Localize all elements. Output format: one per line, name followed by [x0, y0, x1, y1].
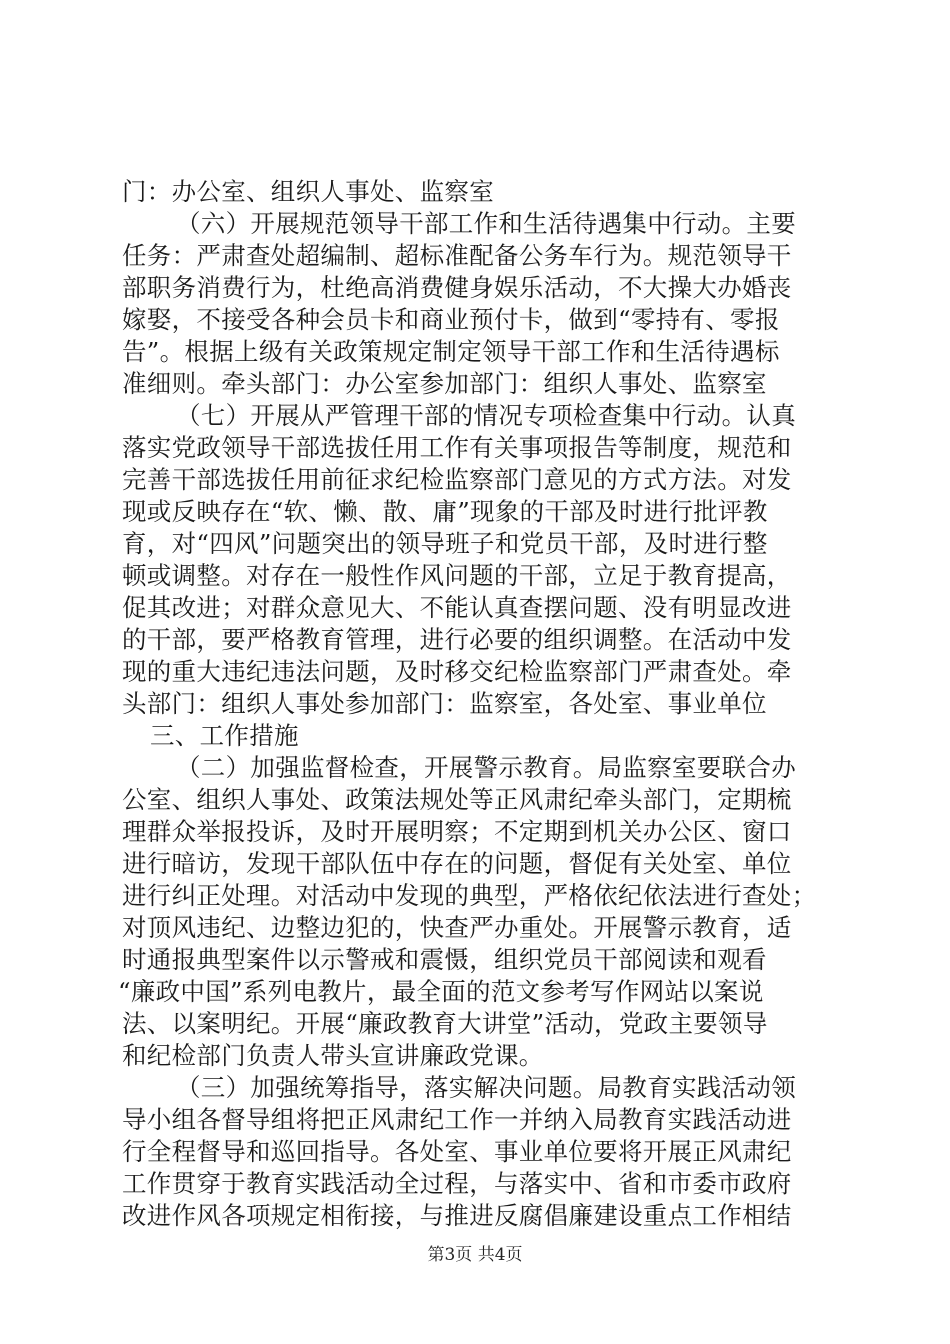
paragraph-start-line: （六）开展规范领导干部工作和生活待遇集中行动。主要: [176, 209, 796, 238]
body-text-line: 嫁娶，不接受各种会员卡和商业预付卡，做到“零持有、零报: [122, 305, 780, 334]
body-text-line: 门：办公室、组织人事处、监察室: [122, 177, 494, 206]
body-text-line: 头部门：组织人事处参加部门：监察室，各处室、事业单位: [122, 689, 767, 718]
body-text-line: 理群众举报投诉，及时开展明察；不定期到机关办公区、窗口: [122, 817, 792, 846]
page-number-footer: 第3页 共4页: [427, 1245, 523, 1265]
body-text-line: 完善干部选拔任用前征求纪检监察部门意见的方式方法。对发: [122, 465, 792, 494]
body-text-line: 工作贯穿于教育实践活动全过程，与落实中、省和市委市政府: [122, 1169, 792, 1198]
body-text-line: 改进作风各项规定相衔接，与推进反腐倡廉建设重点工作相结: [122, 1201, 792, 1230]
body-text-line: 进行暗访，发现干部队伍中存在的问题，督促有关处室、单位: [122, 849, 792, 878]
body-text-line: 告”。根据上级有关政策规定制定领导干部工作和生活待遇标: [122, 337, 780, 366]
body-text-line: 对顶风违纪、边整边犯的，快查严办重处。开展警示教育，适: [122, 913, 792, 942]
body-text-line: 落实党政领导干部选拔任用工作有关事项报告等制度，规范和: [122, 433, 792, 462]
body-text-line: 导小组各督导组将把正风肃纪工作一并纳入局教育实践活动进: [122, 1105, 792, 1134]
body-text-line: “廉政中国”系列电教片，最全面的范文参考写作网站以案说: [118, 977, 764, 1006]
body-text-line: 行全程督导和巡回指导。各处室、事业单位要将开展正风肃纪: [122, 1137, 792, 1166]
body-text-line: 部职务消费行为，杜绝高消费健身娱乐活动，不大操大办婚丧: [122, 273, 792, 302]
paragraph-start-line: （二）加强监督检查，开展警示教育。局监察室要联合办: [176, 753, 796, 782]
body-text-line: 和纪检部门负责人带头宣讲廉政党课。: [122, 1041, 544, 1070]
paragraph-start-line: （三）加强统筹指导，落实解决问题。局教育实践活动领: [176, 1073, 796, 1102]
body-text-line: 顿或调整。对存在一般性作风问题的干部，立足于教育提高，: [122, 561, 792, 590]
body-text-line: 现的重大违纪违法问题，及时移交纪检监察部门严肃查处。牵: [122, 657, 792, 686]
body-text-line: 准细则。牵头部门：办公室参加部门：组织人事处、监察室: [122, 369, 767, 398]
paragraph-start-line: （七）开展从严管理干部的情况专项检查集中行动。认真: [176, 401, 796, 430]
body-text-line: 的干部，要严格教育管理，进行必要的组织调整。在活动中发: [122, 625, 792, 654]
body-text-line: 任务：严肃查处超编制、超标准配备公务车行为。规范领导干: [122, 241, 792, 270]
body-text-line: 公室、组织人事处、政策法规处等正风肃纪牵头部门，定期梳: [122, 785, 792, 814]
body-text-line: 法、以案明纪。开展“廉政教育大讲堂”活动，党政主要领导: [122, 1009, 768, 1038]
body-text-line: 育，对“四风”问题突出的领导班子和党员干部，及时进行整: [122, 529, 768, 558]
body-text-line: 时通报典型案件以示警戒和震慑，组织党员干部阅读和观看: [122, 945, 767, 974]
section-heading: 三、工作措施: [150, 721, 299, 750]
body-text-line: 现或反映存在“软、懒、散、庸”现象的干部及时进行批评教: [122, 497, 768, 526]
body-text-line: 进行纠正处理。对活动中发现的典型，严格依纪依法进行查处；: [122, 881, 817, 910]
body-text-line: 促其改进；对群众意见大、不能认真查摆问题、没有明显改进: [122, 593, 792, 622]
